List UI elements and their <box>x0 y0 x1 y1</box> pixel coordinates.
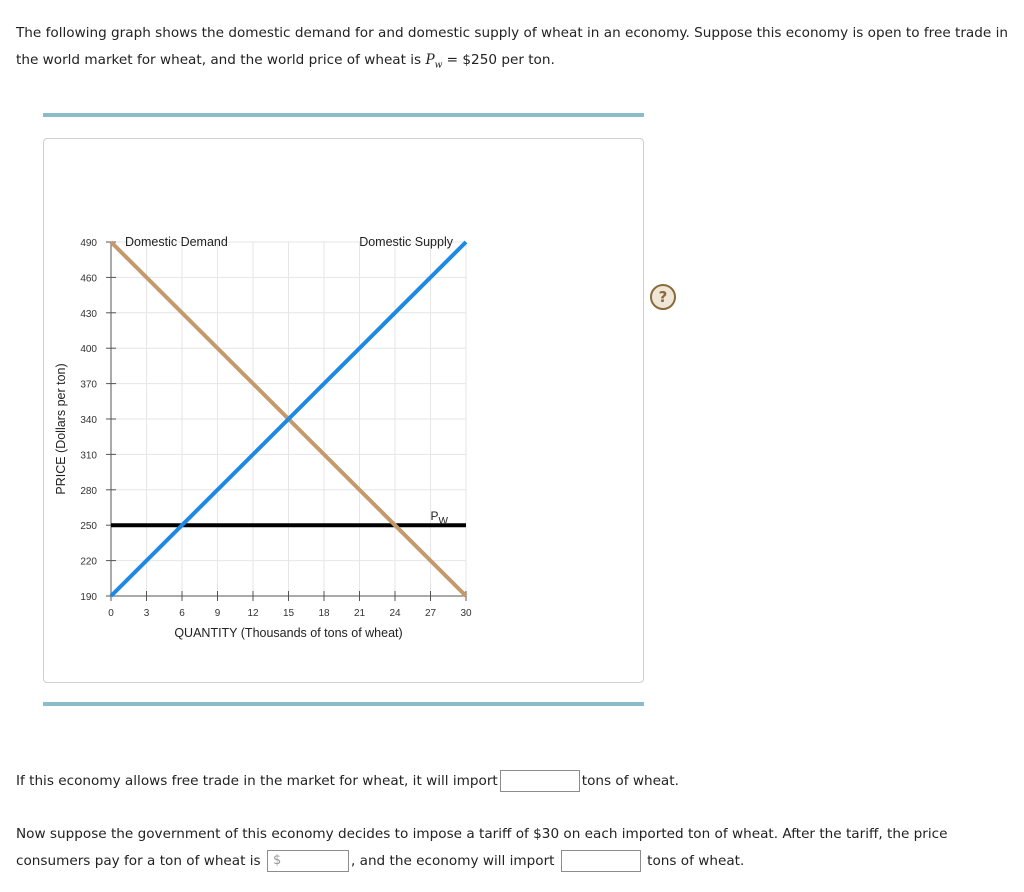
x-tick-label: 9 <box>214 608 221 619</box>
question-tariff-text: Now suppose the government of this economy decides to impose a tariff of $30 on each imported ton of wheat. After the tariff, the price consumers pay for a ton of wheat is <box>16 826 948 869</box>
question-imports <box>16 768 679 795</box>
divider-top <box>43 113 644 117</box>
x-tick-label: 27 <box>424 608 437 619</box>
help-icon[interactable]: ? <box>650 284 676 310</box>
y-tick-label: 190 <box>80 592 97 603</box>
supply-demand-chart <box>44 139 643 682</box>
imports-input[interactable] <box>500 770 580 792</box>
world-price-subscript: W <box>438 516 448 528</box>
intro-paragraph <box>16 20 1018 80</box>
x-tick-label: 21 <box>353 608 366 619</box>
y-tick-label: 280 <box>80 485 97 497</box>
y-tick-label: 220 <box>80 556 97 568</box>
graph-panel <box>43 138 668 683</box>
x-tick-label: 15 <box>282 608 295 619</box>
question-tariff <box>16 821 1016 875</box>
x-tick-label: 24 <box>389 608 401 619</box>
y-tick-label: 400 <box>80 344 97 356</box>
tariff-price-input[interactable] <box>267 850 349 872</box>
world-price-value: $250 per ton. <box>462 52 555 68</box>
x-tick-label: 6 <box>179 608 185 619</box>
question-tariff-middle: , and the economy will import <box>350 853 555 869</box>
x-tick-label: 18 <box>318 608 330 619</box>
dollar-sign: $ <box>272 853 282 868</box>
divider-bottom <box>43 702 644 706</box>
x-tick-label: 3 <box>143 608 150 619</box>
question-tariff-unit: tons of wheat. <box>647 853 745 869</box>
x-tick-label: 30 <box>460 608 472 619</box>
y-tick-label: 460 <box>80 273 97 285</box>
y-tick-label: 250 <box>80 521 97 533</box>
world-price-label: $P_W$ <box>430 509 448 528</box>
y-tick-label: 490 <box>80 238 97 249</box>
x-tick-label: 0 <box>108 608 114 619</box>
tariff-imports-input[interactable] <box>561 850 641 872</box>
y-tick-label: 310 <box>80 450 97 462</box>
x-axis-title: QUANTITY (Thousands of tons of wheat) <box>174 626 403 640</box>
demand-label: Domestic Demand <box>125 235 228 249</box>
equals-sign: = <box>442 52 463 68</box>
y-tick-label: 370 <box>80 379 97 391</box>
y-axis-title: PRICE (Dollars per ton) <box>54 363 68 495</box>
world-price-symbol: $P_w$ <box>425 52 443 71</box>
question-imports-unit: tons of wheat. <box>581 773 679 789</box>
x-tick-label: 12 <box>247 608 259 619</box>
question-imports-text: If this economy allows free trade in the market for wheat, it will import <box>16 773 498 789</box>
y-tick-label: 340 <box>80 415 97 426</box>
intro-text: The following graph shows the domestic demand for and domestic supply of wheat in an economy. Suppose this economy is open to free trade in the world market for wheat, and the world price of wheat is <box>16 25 1008 68</box>
y-tick-label: 430 <box>80 308 97 320</box>
supply-label: Domestic Supply <box>359 235 453 249</box>
